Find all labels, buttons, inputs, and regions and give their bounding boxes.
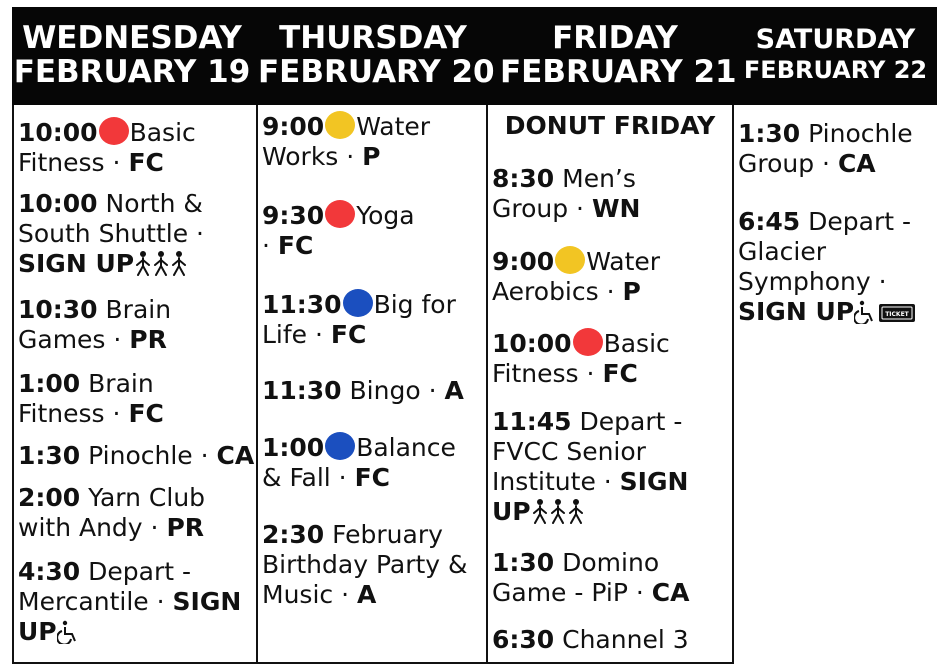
event-title: Pinochle (800, 119, 913, 148)
day-column-thursday (258, 105, 488, 664)
event-title: · (262, 231, 278, 260)
event-title: Music · (262, 580, 357, 609)
event-title: Fitness · (18, 399, 129, 428)
event-signup: UP (492, 497, 531, 526)
event-signup: SIGN UP (18, 249, 135, 278)
event-time: 1:30 (738, 119, 801, 148)
event-glacier-symphony (738, 207, 916, 331)
event-title: Fitness · (492, 359, 603, 388)
blue-dot-icon (343, 289, 373, 317)
weekday-label: THURSDAY (279, 20, 467, 56)
event-brain-games (18, 295, 171, 355)
event-location: CA (216, 441, 255, 470)
event-location: FC (128, 399, 164, 428)
event-location: PR (129, 325, 167, 354)
event-time: 2:30 (262, 520, 325, 549)
event-time: 9:00 (262, 112, 325, 141)
day-header-friday (500, 7, 737, 105)
event-title: South Shuttle · (18, 219, 204, 248)
yellow-dot-icon (555, 246, 585, 274)
day-column-saturday (734, 105, 937, 664)
event-birthday-party (262, 520, 468, 610)
event-location: A (444, 376, 464, 405)
event-title: Depart - (571, 407, 683, 436)
event-title: Glacier (738, 237, 826, 266)
event-location: CA (651, 578, 690, 607)
event-title: Basic (603, 329, 670, 358)
event-pinochle-group (738, 119, 913, 179)
event-yarn-club (18, 483, 205, 543)
event-time: 11:30 (262, 290, 342, 319)
event-brain-fitness (18, 369, 164, 429)
event-location: A (356, 580, 377, 609)
date-label: FEBRUARY 21 (500, 54, 737, 90)
date-label: FEBRUARY 20 (258, 54, 495, 90)
event-time: 6:30 (492, 625, 555, 654)
ticket-icon (878, 301, 916, 331)
event-pinochle (18, 441, 254, 471)
event-time: 1:30 (18, 441, 81, 470)
red-dot-icon (99, 117, 129, 145)
event-time: 8:30 (492, 164, 555, 193)
event-title: Water (356, 112, 431, 141)
event-time: 6:45 (738, 207, 801, 236)
event-title: Bingo · (341, 376, 445, 405)
event-location: P (622, 277, 641, 306)
event-location: FC (354, 463, 391, 492)
event-time: 9:30 (262, 201, 325, 230)
ticket-icon-label: TICKET (885, 311, 909, 318)
event-time: 2:00 (18, 483, 81, 512)
event-yoga (262, 200, 415, 261)
event-location: PR (166, 513, 205, 542)
event-signup: SIGN (619, 467, 689, 496)
event-title: with Andy · (18, 513, 167, 542)
wheelchair-icon (854, 300, 876, 331)
blue-dot-icon (325, 432, 355, 460)
event-time: 1:00 (262, 433, 325, 462)
event-water-aerobics (492, 246, 660, 307)
date-label: FEBRUARY 19 (13, 54, 251, 90)
event-time: 10:30 (18, 295, 98, 324)
event-basic-fitness (492, 328, 670, 389)
event-title: Works · (262, 142, 363, 171)
event-title: Aerobics · (492, 277, 623, 306)
calendar-frame (12, 7, 937, 664)
event-title: Group · (492, 194, 592, 223)
event-title: Pinochle · (80, 441, 217, 470)
red-dot-icon (573, 328, 603, 356)
event-time: 11:45 (492, 407, 572, 436)
yellow-dot-icon (325, 111, 355, 139)
event-big-for-life (262, 289, 456, 350)
day-header-thursday (258, 7, 495, 105)
event-title: Water (586, 247, 661, 276)
day-header-saturday (734, 7, 937, 105)
event-title: Domino (554, 548, 660, 577)
event-signup: SIGN UP (738, 297, 855, 326)
event-water-works (262, 111, 430, 172)
day-column-friday (488, 105, 734, 664)
event-title: North & (97, 189, 203, 218)
event-title: Mercantile · (18, 587, 173, 616)
walking-people-icon (134, 250, 188, 283)
event-balance-fall (262, 432, 456, 493)
event-time: 11:30 (262, 376, 342, 405)
event-fvcc-institute (492, 407, 688, 531)
event-location: FC (330, 320, 367, 349)
event-title: Symphony · (738, 267, 887, 296)
event-time: 10:00 (18, 118, 98, 147)
event-title: Brain (80, 369, 154, 398)
event-title: FVCC Senior (492, 437, 646, 466)
event-title: Games · (18, 325, 130, 354)
event-location: WN (591, 194, 641, 223)
event-shuttle (18, 189, 204, 283)
event-title: Basic (129, 118, 196, 147)
event-signup: SIGN (172, 587, 242, 616)
event-title: Yoga (356, 201, 415, 230)
event-title: Life · (262, 320, 331, 349)
walking-people-icon (531, 498, 585, 531)
event-location: FC (602, 359, 638, 388)
event-title: Game - PiP · (492, 578, 652, 607)
day-column-wednesday (12, 105, 258, 664)
event-location: FC (128, 148, 164, 177)
event-title: Balance (356, 433, 456, 462)
date-label: FEBRUARY 22 (743, 56, 928, 84)
event-title: Men’s (554, 164, 636, 193)
event-title: & Fall · (262, 463, 355, 492)
event-location: CA (837, 149, 876, 178)
weekday-label: SATURDAY (755, 24, 916, 55)
event-location: FC (277, 231, 314, 260)
red-dot-icon (325, 200, 355, 228)
event-title: Depart - (800, 207, 912, 236)
event-title: Depart - (80, 557, 192, 586)
event-mercantile (18, 557, 241, 651)
event-title: Brain (97, 295, 172, 324)
event-title: Institute · (492, 467, 620, 496)
weekday-label: WEDNESDAY (22, 20, 242, 56)
event-time: 4:30 (18, 557, 81, 586)
event-title: February (324, 520, 443, 549)
event-time: 1:30 (492, 548, 555, 577)
event-location: P (362, 142, 381, 171)
event-domino-game (492, 548, 689, 608)
weekday-label: FRIDAY (552, 20, 678, 56)
event-title: Group · (738, 149, 838, 178)
event-basic-fitness (18, 117, 196, 178)
wheelchair-icon (57, 620, 79, 651)
event-channel-3 (492, 625, 689, 655)
event-title: Birthday Party & (262, 550, 468, 579)
event-time: 1:00 (18, 369, 81, 398)
event-title: Channel 3 (554, 625, 689, 654)
calendar-grid (12, 105, 937, 664)
event-time: 9:00 (492, 247, 555, 276)
event-signup: UP (18, 617, 57, 646)
calendar-header (12, 7, 937, 105)
donut-friday-banner: DONUT FRIDAY (504, 111, 716, 140)
event-time: 10:00 (492, 329, 572, 358)
event-time: 10:00 (18, 189, 98, 218)
event-bingo (262, 376, 464, 406)
event-title: Yarn Club (80, 483, 206, 512)
day-header-wednesday (12, 7, 252, 105)
event-mens-group (492, 164, 640, 224)
event-title: Fitness · (18, 148, 129, 177)
event-title: Big for (373, 290, 456, 319)
